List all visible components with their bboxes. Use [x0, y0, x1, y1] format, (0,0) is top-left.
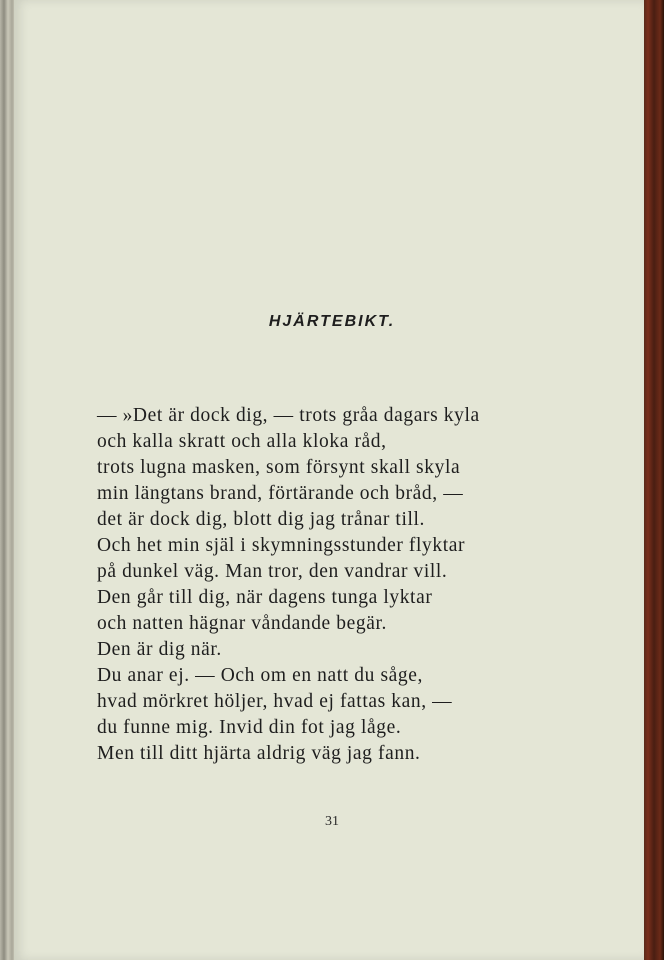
- poem-line: Men till ditt hjärta aldrig väg jag fann.: [97, 743, 421, 764]
- poem-line: Den är dig när.: [97, 639, 222, 660]
- page-number: 31: [325, 814, 339, 829]
- poem-line: Den går till dig, när dagens tunga lyktar: [97, 587, 433, 608]
- poem-line: trots lugna masken, som försynt skall skyla: [97, 457, 461, 478]
- poem-line: det är dock dig, blott dig jag trånar till.: [97, 509, 425, 530]
- poem-line: — »Det är dock dig, — trots gråa dagars kyla: [97, 405, 480, 426]
- poem-line: och natten hägnar våndande begär.: [97, 613, 387, 634]
- poem-line: min längtans brand, förtärande och bråd, —: [97, 483, 464, 504]
- poem-line: du funne mig. Invid din fot jag låge.: [97, 717, 402, 738]
- poem-text: [97, 403, 557, 767]
- poem-title: HJÄRTEBIKT.: [268, 313, 396, 330]
- poem-line: och kalla skratt och alla kloka råd,: [97, 431, 387, 452]
- poem-line: Och het min själ i skymningsstunder flyktar: [97, 535, 466, 556]
- poem-line: på dunkel väg. Man tror, den vandrar vill.: [97, 561, 448, 582]
- poem-line: hvad mörkret höljer, hvad ej fattas kan, —: [97, 691, 453, 712]
- poem-line: Du anar ej. — Och om en natt du såge,: [97, 665, 423, 686]
